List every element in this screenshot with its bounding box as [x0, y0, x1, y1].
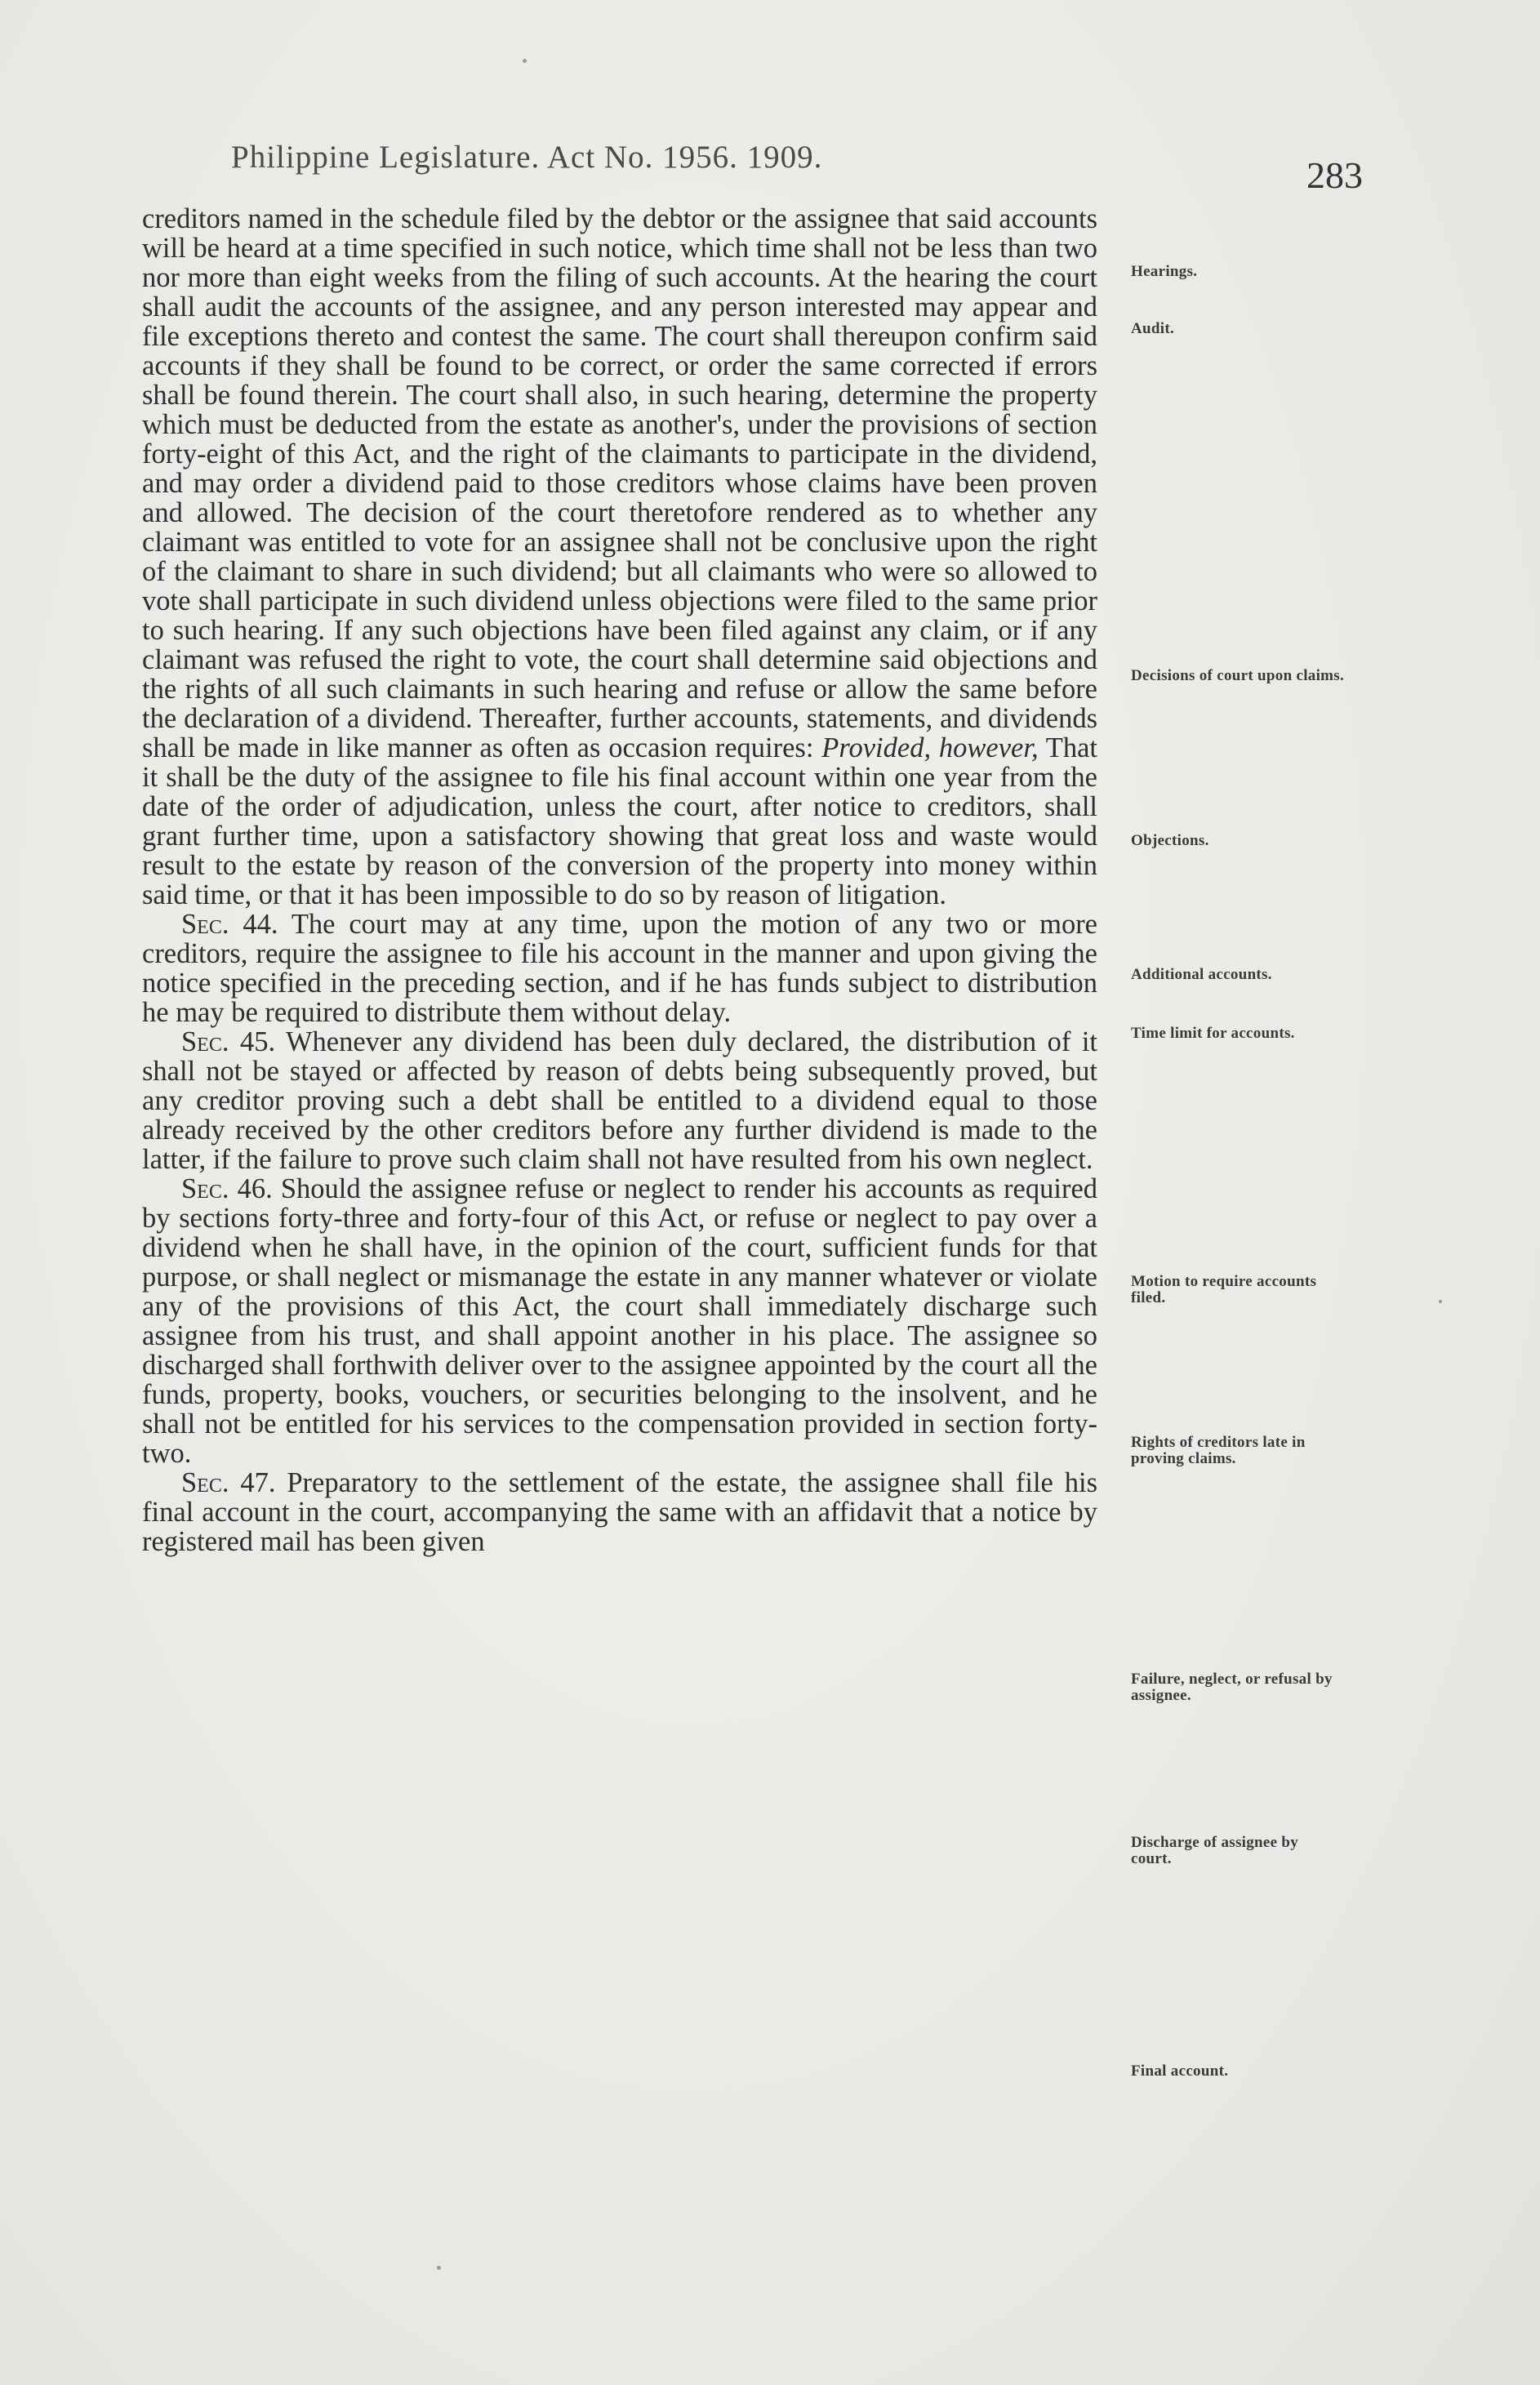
proviso-italic: Provided, however, — [821, 732, 1039, 763]
paragraph-text: creditors named in the schedule filed by the debtor or the assignee that said accounts will be heard at a time specified in such notice, which time shall not be less than two nor more than eight weeks from the filing of such accounts. At the hearing the court shall audit the accounts of the assignee, and any person interested may appear and file exceptions thereto and contest the same. The court shall thereupon confirm said accounts if they shall be found to be correct, or order the same corrected if errors shall be found therein. The court shall also, in such hearing, determine the property which must be deducted from the estate as another's, under the provisions of section forty-eight of this Act, and the right of the claimants to participate in the dividend, and may order a dividend paid to those creditors whose claims have been proven and allowed. The decision of the court theretofore rendered as to whether any claimant was entitled to vote for an assignee shall not be conclusive upon the right of the claimant to share in such dividend; but all claimants who were so allowed to vote shall participate in such dividend unless objections were filed to the same prior to such hearing. If any such objections have been filed against any claim, or if any claimant was refused the right to vote, the court shall determine said objections and the rights of all such claimants in such hearing and refuse or allow the same before the declaration of a dividend. Thereafter, further accounts, statements, and dividends shall be made in like manner as often as occasion requires: — [142, 203, 1097, 763]
section-46 — [142, 1174, 1097, 1468]
margin-note-time-limit: Time limit for accounts. — [1131, 1025, 1295, 1042]
body-text — [142, 204, 1097, 1556]
section-44 — [142, 910, 1097, 1027]
paragraph-continuation — [142, 204, 1097, 910]
section-text: The court may at any time, upon the motion of any two or more creditors, require the assignee to file his account in the manner and upon giving the notice specified in the preceding section, and if he has funds subject to distribution he may be required to distribute them without delay. — [142, 909, 1097, 1028]
margin-note-decisions: Decisions of court upon claims. — [1131, 667, 1345, 684]
paper-speck — [523, 59, 527, 63]
margin-note-failure: Failure, neglect, or refusal by assignee. — [1131, 1671, 1333, 1704]
margin-note-objections: Objections. — [1131, 832, 1209, 849]
running-head: Philippine Legislature. Act No. 1956. 1909. — [231, 140, 823, 175]
margin-note-final: Final account. — [1131, 2062, 1229, 2080]
paper-speck — [437, 2266, 441, 2270]
section-45 — [142, 1027, 1097, 1174]
margin-note-motion: Motion to require accounts filed. — [1131, 1273, 1317, 1306]
section-label: Sec. 46. — [181, 1173, 273, 1204]
margin-note-discharge: Discharge of assignee by court. — [1131, 1834, 1299, 1867]
section-text: Whenever any dividend has been duly declared, the distribution of it shall not be stayed or affected by reason of debts being subsequently proved, but any creditor proving such a debt shall be entitled to a dividend equal to those already received by the other creditors before any further dividend is made to the latter, if the failure to prove such claim shall not have resulted from his own neglect. — [142, 1026, 1097, 1175]
margin-note-hearings: Hearings. — [1131, 263, 1198, 280]
section-47 — [142, 1468, 1097, 1556]
margin-note-rights: Rights of creditors late in proving claims. — [1131, 1434, 1306, 1467]
paper-speck — [1439, 1300, 1442, 1303]
section-label: Sec. 45. — [181, 1026, 276, 1057]
margin-note-audit: Audit. — [1131, 320, 1175, 337]
page-number: 283 — [1306, 154, 1363, 196]
section-text: Should the assignee refuse or neglect to render his accounts as required by sections forty-three and forty-four of this Act, or refuse or neglect to pay over a dividend when he shall have, in the opinion of the court, sufficient funds for that purpose, or shall neglect or mismanage the estate in any manner whatever or violate any of the provisions of this Act, the court shall immediately discharge such assignee from his trust, and shall appoint another in his place. The assignee so discharged shall forthwith deliver over to the assignee appointed by the court all the funds, property, books, vouchers, or securities belonging to the insolvent, and he shall not be entitled for his services to the compensation provided in section forty-two. — [142, 1173, 1098, 1469]
margin-note-additional: Additional accounts. — [1131, 966, 1272, 983]
section-label: Sec. 47. — [181, 1467, 276, 1498]
paragraph-text-end: That it shall be the duty of the assignee to file his final account within one year from the date of the order of adjudication, unless the court, after notice to creditors, shall grant further time, upon a satisfactory showing that great loss and waste would result to the estate by reason of the conversion of the property into money within said time, or that it has been impossible to do so by reason of litigation. — [142, 732, 1098, 910]
section-text: Preparatory to the settlement of the estate, the assignee shall file his final account in the court, accompanying the same with an affidavit that a notice by registered mail has been given — [142, 1467, 1097, 1557]
section-label: Sec. 44. — [181, 909, 278, 940]
